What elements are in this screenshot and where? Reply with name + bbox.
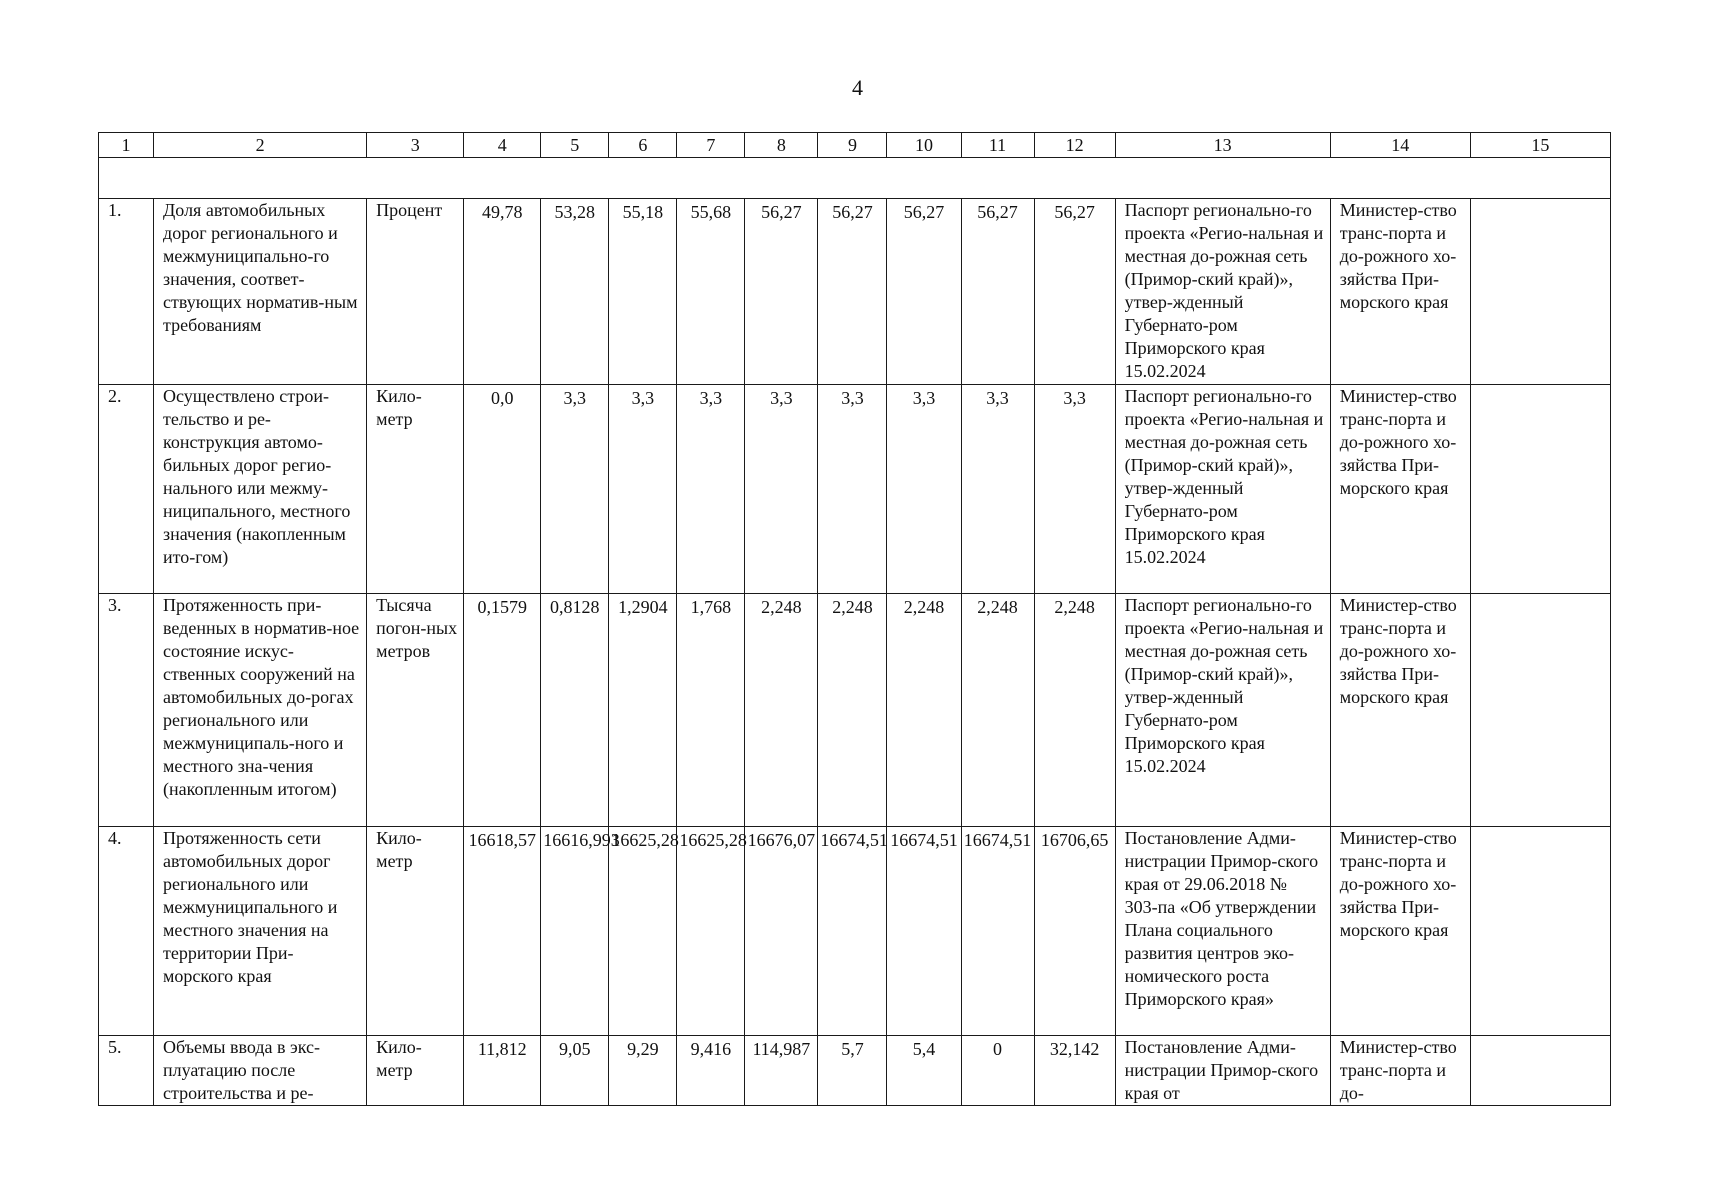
value-cell: 16625,28 [677,827,745,1036]
value-cell: 9,29 [609,1036,677,1106]
value-cell: 16706,65 [1034,827,1115,1036]
column-header: 15 [1470,133,1610,158]
value-cell: 56,27 [961,199,1034,385]
source-document: Постановление Адми-нистрации Примор-ского края от 29.06.2018 № 303-па «Об утверждении Плана социального развития центров эко-номического роста Приморского края» [1115,827,1330,1036]
column-header-row [99,133,1611,158]
value-cell: 56,27 [745,199,818,385]
column-header: 9 [818,133,887,158]
value-cell: 5,4 [887,1036,961,1106]
table-row [99,594,1611,827]
value-cell: 2,248 [818,594,887,827]
value-cell: 16625,28 [609,827,677,1036]
value-cell: 0,1579 [464,594,541,827]
value-cell: 55,68 [677,199,745,385]
table-row [99,827,1611,1036]
column-header: 5 [541,133,609,158]
row-index: 4. [99,827,154,1036]
indicator-name: Протяженность сети автомобильных дорог регионального или межмуниципального и местного значения на территории При-морского края [154,827,367,1036]
value-cell: 11,812 [464,1036,541,1106]
value-cell: 9,416 [677,1036,745,1106]
value-cell: 16674,51 [887,827,961,1036]
value-cell: 2,248 [887,594,961,827]
data-table [98,132,1611,1106]
value-cell: 2,248 [961,594,1034,827]
unit-of-measure: Тысяча погон-ных метров [367,594,464,827]
note-cell [1470,594,1610,827]
value-cell: 56,27 [1034,199,1115,385]
column-header: 14 [1330,133,1470,158]
value-cell: 1,2904 [609,594,677,827]
value-cell: 16618,57 [464,827,541,1036]
value-cell: 0,8128 [541,594,609,827]
value-cell: 3,3 [609,385,677,594]
indicator-name: Осуществлено строи-тельство и ре-конструкция автомо-бильных дорог регио-нального или межму-ниципального, местного значения (накопленным ито-гом) [154,385,367,594]
value-cell: 3,3 [677,385,745,594]
source-document: Постановление Адми-нистрации Примор-ского края от [1115,1036,1330,1106]
column-header: 7 [677,133,745,158]
row-index: 5. [99,1036,154,1106]
note-cell [1470,1036,1610,1106]
page-number: 4 [852,75,863,100]
column-header: 1 [99,133,154,158]
value-cell: 16674,51 [818,827,887,1036]
value-cell: 3,3 [745,385,818,594]
indicator-name: Объемы ввода в экс-плуатацию после строительства и ре- [154,1036,367,1106]
column-header: 3 [367,133,464,158]
value-cell: 56,27 [887,199,961,385]
column-header: 2 [154,133,367,158]
value-cell: 16676,07 [745,827,818,1036]
value-cell: 0,0 [464,385,541,594]
value-cell: 16674,51 [961,827,1034,1036]
value-cell: 56,27 [818,199,887,385]
unit-of-measure: Кило-метр [367,1036,464,1106]
column-header: 8 [745,133,818,158]
responsible-body: Министер-ство транс-порта и до-рожного хо-зяйства При-морского края [1330,385,1470,594]
value-cell: 55,18 [609,199,677,385]
note-cell [1470,199,1610,385]
responsible-body: Министер-ство транс-порта и до-рожного хо-зяйства При-морского края [1330,199,1470,385]
section-heading-row [99,158,1611,199]
value-cell: 32,142 [1034,1036,1115,1106]
row-index: 1. [99,199,154,385]
responsible-body: Министер-ство транс-порта и до-рожного хо-зяйства При-морского края [1330,594,1470,827]
section-heading-cell [99,158,1611,199]
table-row [99,1036,1611,1106]
table-row [99,385,1611,594]
value-cell: 0 [961,1036,1034,1106]
row-index: 2. [99,385,154,594]
value-cell: 3,3 [961,385,1034,594]
source-document: Паспорт регионально-го проекта «Регио-нальная и местная до-рожная сеть (Примор-ский край)», утвер-жденный Губернато-ром Приморского края 15.02.2024 [1115,594,1330,827]
note-cell [1470,827,1610,1036]
value-cell: 1,768 [677,594,745,827]
column-header: 13 [1115,133,1330,158]
value-cell: 3,3 [541,385,609,594]
value-cell: 114,987 [745,1036,818,1106]
indicator-name: Доля автомобильных дорог регионального и межмуниципально-го значения, соответ-ствующих норматив-ным требованиям [154,199,367,385]
value-cell: 2,248 [745,594,818,827]
value-cell: 53,28 [541,199,609,385]
responsible-body: Министер-ство транс-порта и до- [1330,1036,1470,1106]
source-document: Паспорт регионально-го проекта «Регио-нальная и местная до-рожная сеть (Примор-ский край)», утвер-жденный Губернато-ром Приморского края 15.02.2024 [1115,199,1330,385]
column-header: 6 [609,133,677,158]
unit-of-measure: Кило-метр [367,827,464,1036]
source-document: Паспорт регионально-го проекта «Регио-нальная и местная до-рожная сеть (Примор-ский край)», утвер-жденный Губернато-ром Приморского края 15.02.2024 [1115,385,1330,594]
value-cell: 3,3 [818,385,887,594]
column-header: 10 [887,133,961,158]
responsible-body: Министер-ство транс-порта и до-рожного хо-зяйства При-морского края [1330,827,1470,1036]
unit-of-measure: Кило-метр [367,385,464,594]
column-header: 4 [464,133,541,158]
value-cell: 3,3 [1034,385,1115,594]
table-row [99,199,1611,385]
column-header: 11 [961,133,1034,158]
column-header: 12 [1034,133,1115,158]
unit-of-measure: Процент [367,199,464,385]
value-cell: 2,248 [1034,594,1115,827]
indicator-name: Протяженность при-веденных в норматив-ное состояние искус-ственных сооружений на автомобильных до-рогах регионального или межмуниципаль-ного и местного зна-чения (накопленным итогом) [154,594,367,827]
value-cell: 5,7 [818,1036,887,1106]
note-cell [1470,385,1610,594]
value-cell: 49,78 [464,199,541,385]
row-index: 3. [99,594,154,827]
value-cell: 9,05 [541,1036,609,1106]
value-cell: 3,3 [887,385,961,594]
value-cell: 16616,993 [541,827,609,1036]
